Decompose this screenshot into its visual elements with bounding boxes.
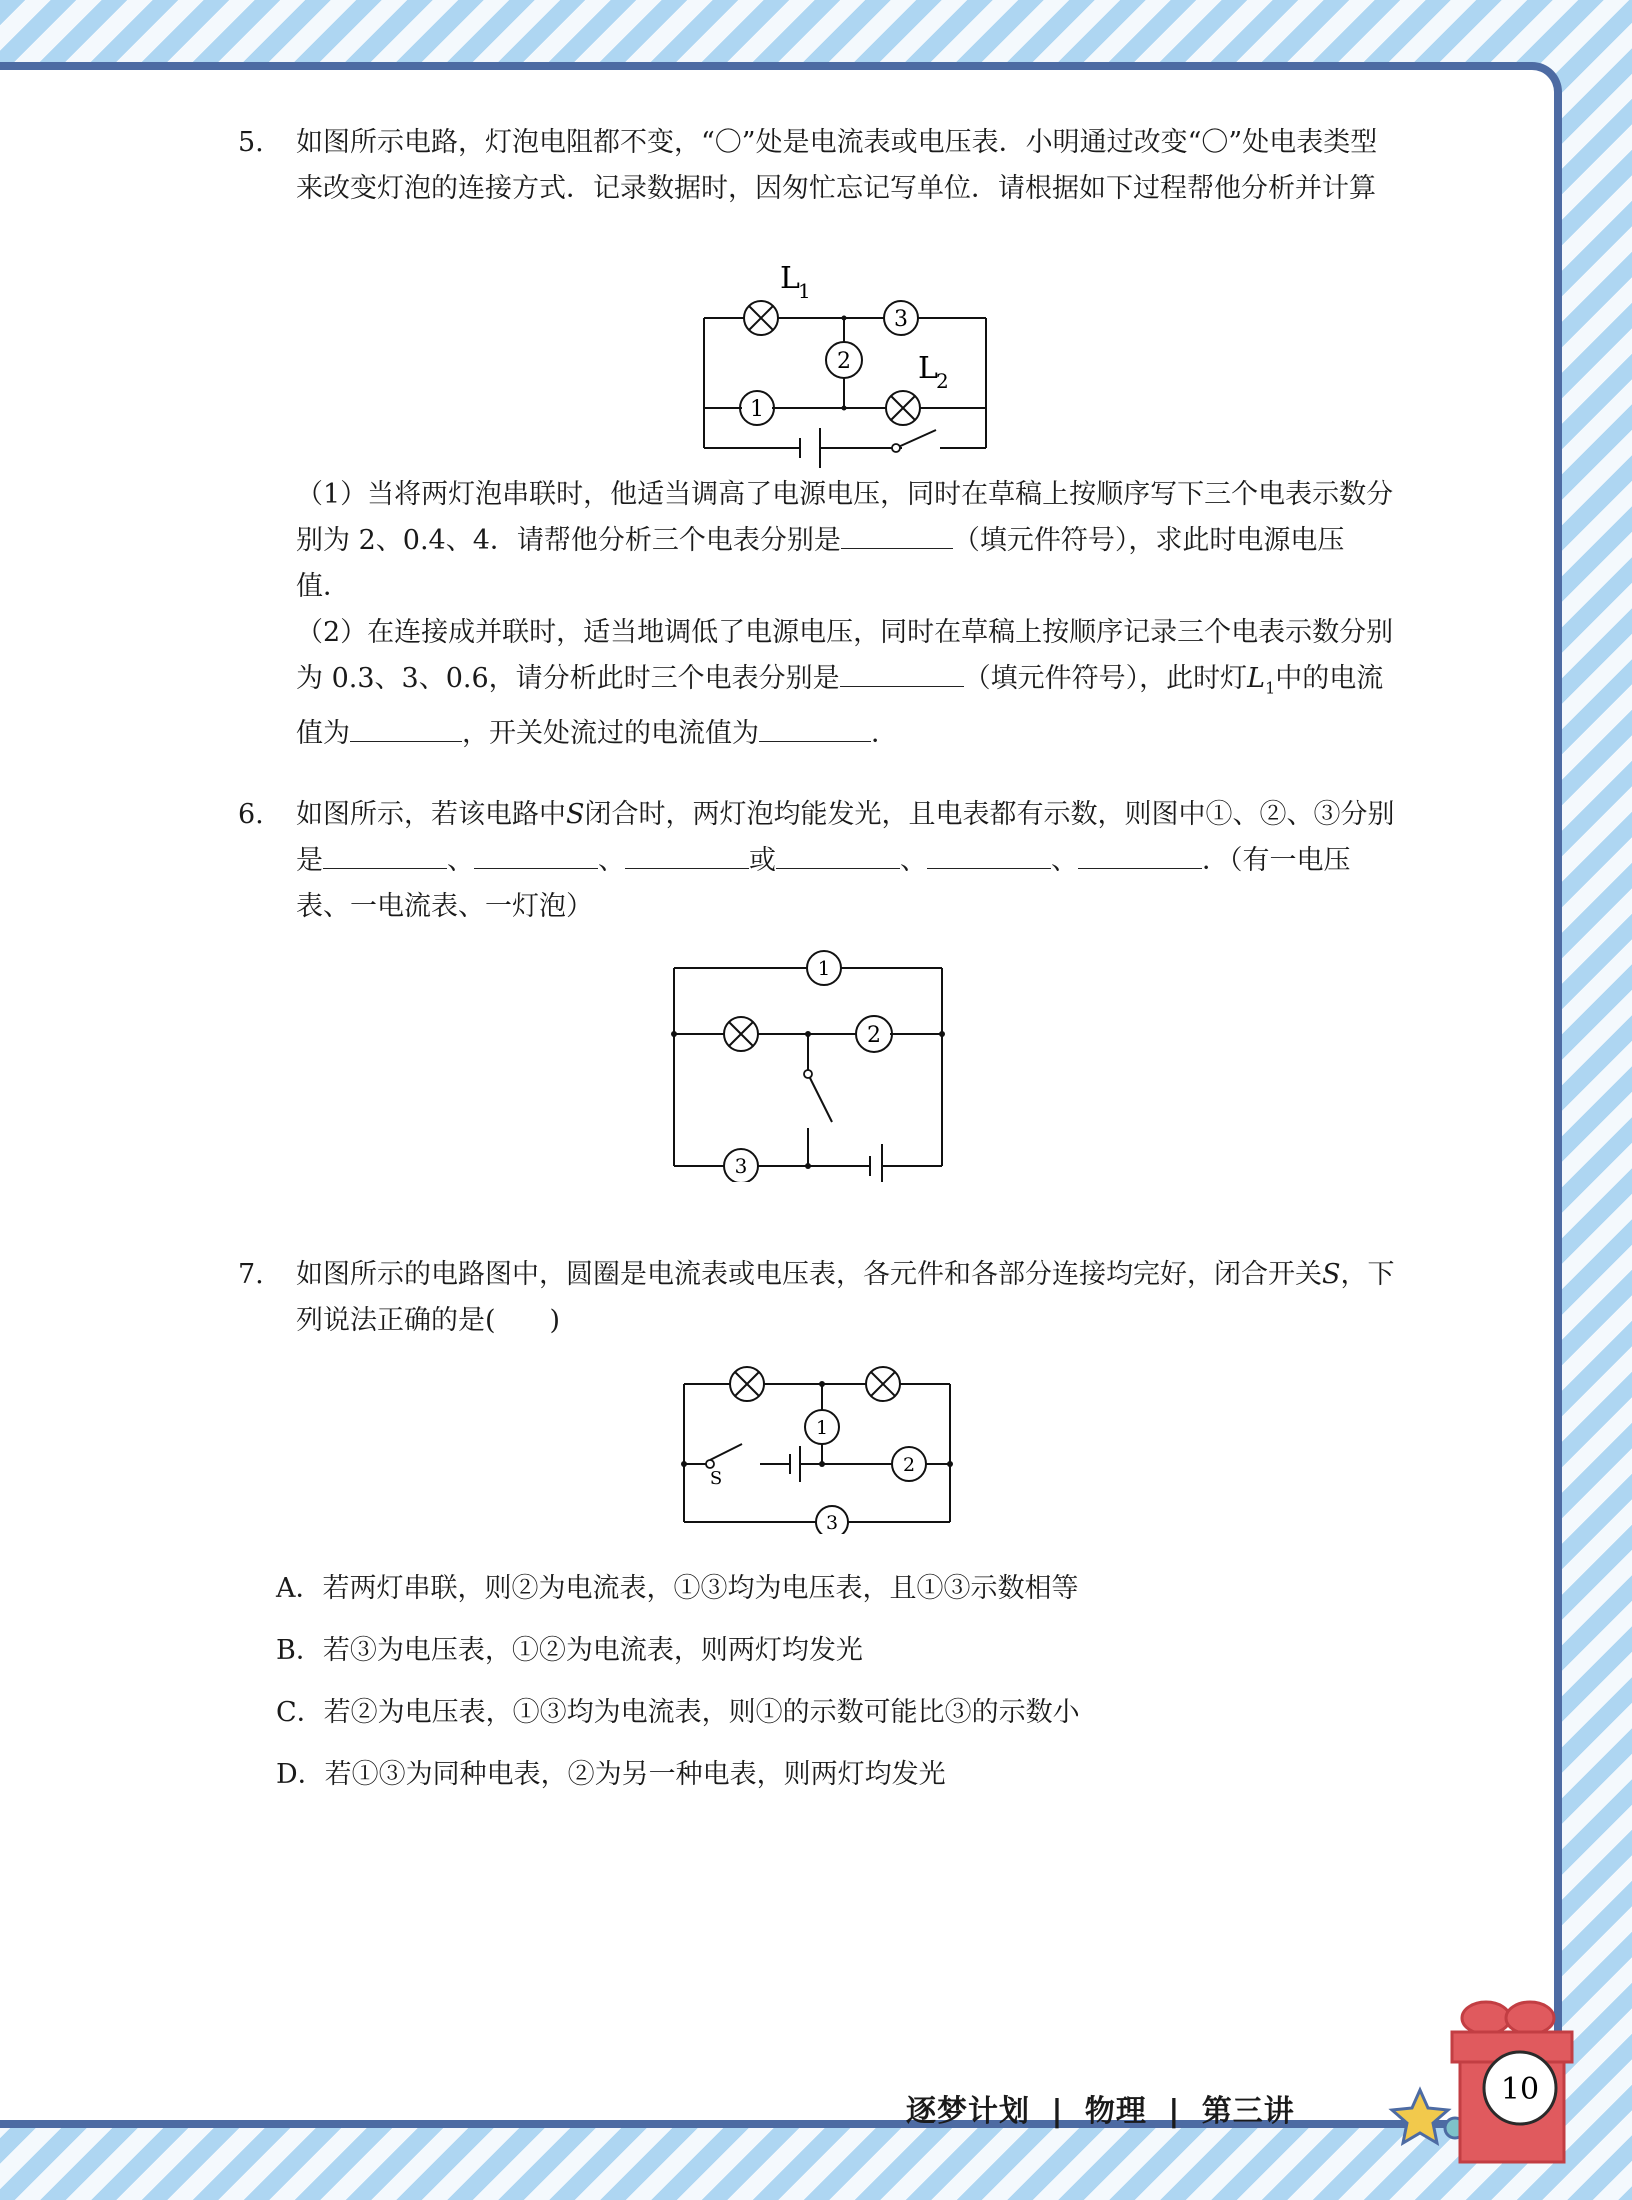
meter-1-label: 1 (817, 956, 831, 980)
meter-2-label: 2 (902, 1454, 916, 1476)
part-1-text: （1）当将两灯泡串联时，他适当调高了电源电压，同时在草稿上按顺序写下三个电表示数分别为 2、0.4、4．请帮他分析三个电表分别是 (296, 479, 1394, 556)
or-text: 或 (749, 845, 776, 876)
q7-text-a: 如图所示的电路图中，圆圈是电流表或电压表，各元件和各部分连接均完好，闭合开关 (296, 1259, 1322, 1290)
option-b[interactable]: B．若③为电压表，①②为电流表，则两灯均发光 (276, 1635, 863, 1666)
separator: 、 (1051, 845, 1078, 876)
option-d[interactable]: D．若①③为同种电表，②为另一种电表，则两灯均发光 (276, 1759, 946, 1790)
option-c[interactable]: C．若②为电压表，①③均为电流表，则①的示数可能比③的示数小 (276, 1697, 1080, 1728)
meter-3-label: 3 (825, 1512, 839, 1534)
answer-blank[interactable] (759, 711, 871, 742)
meter-3-label: 3 (894, 307, 908, 332)
footer-divider: | (1168, 2094, 1181, 2129)
answer-blank[interactable] (625, 838, 749, 869)
lamp-l1-subscript: 1 (798, 279, 811, 303)
meter-2-label: 2 (867, 1023, 881, 1048)
meter-1-label: 1 (750, 397, 764, 422)
question-number: 5. (238, 127, 264, 158)
answer-blank[interactable] (927, 838, 1051, 869)
option-a[interactable]: A．若两灯串联，则②为电流表，①③均为电压表，且①③示数相等 (276, 1573, 1079, 1604)
switch-symbol: S (1322, 1259, 1341, 1290)
question-7 (238, 1252, 1396, 1344)
switch-symbol: S (566, 799, 585, 830)
meter-3-label: 3 (734, 1154, 748, 1178)
part-2-text-mid: （填元件符号），此时灯 (963, 663, 1248, 694)
part-2-text: （2）在连接成并联时，适当地调低了电源电压，同时在草稿上按顺序记录三个电表示数分别为 0.3、3、0.6，请分析此时三个电表分别是 (296, 617, 1394, 694)
lamp-subscript: 1 (1265, 678, 1276, 698)
part-2-text-switch: ，开关处流过的电流值为 (462, 718, 759, 750)
answer-blank[interactable] (323, 838, 447, 869)
circuit-figure-q5 (690, 258, 1010, 468)
question-5-parts (238, 472, 1396, 757)
part-2-text-current: 中的电流值为 (296, 663, 1384, 750)
footer-divider: | (1051, 2094, 1064, 2129)
answer-blank[interactable] (474, 838, 598, 869)
answer-blank[interactable] (1078, 838, 1202, 869)
footer-title (906, 2086, 1295, 2130)
part-1-text-end: （填元件符号），求此时电源电压值． (296, 525, 1345, 602)
question-text: 如图所示电路，灯泡电阻都不变，“〇”处是电流表或电压表．小明通过改变“〇”处电表类型来改变灯泡的连接方式．记录数据时，因匆忙忘记写单位．请根据如下过程帮他分析并计算 (296, 127, 1378, 204)
lamp-symbol: L (1247, 663, 1266, 694)
q6-text-c: ．（有一电压表、一电流表、一灯泡） (296, 845, 1351, 922)
lecture-name: 第三讲 (1201, 2094, 1295, 2129)
answer-blank[interactable] (841, 518, 953, 549)
answer-blank[interactable] (840, 656, 964, 687)
question-number: 7. (238, 1259, 264, 1290)
part-2-text-end: ． (871, 718, 898, 750)
series-name: 逐梦计划 (906, 2094, 1030, 2129)
answer-blank[interactable] (776, 838, 900, 869)
question-text (296, 1252, 1396, 1344)
separator: 、 (598, 845, 625, 876)
subject-name: 物理 (1084, 2094, 1147, 2129)
question-number: 6. (238, 799, 264, 830)
lamp-l2-label: L (918, 351, 938, 386)
part-2 (296, 610, 1396, 757)
lamp-l2-subscript: 2 (936, 369, 949, 393)
meter-1-label: 1 (815, 1417, 829, 1439)
meter-2-label: 2 (837, 349, 851, 374)
answer-options (276, 1566, 1080, 1814)
circuit-figure-q6 (660, 942, 960, 1182)
separator: 、 (900, 845, 927, 876)
lamp-l1-label: L (780, 261, 800, 296)
page-number: 10 (1500, 2072, 1540, 2107)
circuit-figure-q7 (670, 1354, 960, 1534)
gift-page-badge (1380, 1980, 1600, 2180)
q6-text-b: 闭合时，两灯泡均能发光，且电表都有示数，则图中①、②、③分别是 (296, 799, 1395, 876)
answer-blank[interactable] (350, 711, 462, 742)
star-icon (1392, 2090, 1448, 2143)
part-1 (296, 472, 1396, 610)
q7-text-b: ，下列说法正确的是( ) (296, 1259, 1395, 1336)
question-6 (238, 792, 1396, 930)
question-5 (238, 120, 1396, 212)
switch-label: S (709, 1468, 723, 1489)
q6-text-a: 如图所示，若该电路中 (296, 799, 566, 830)
separator: 、 (447, 845, 474, 876)
question-text (296, 792, 1396, 930)
